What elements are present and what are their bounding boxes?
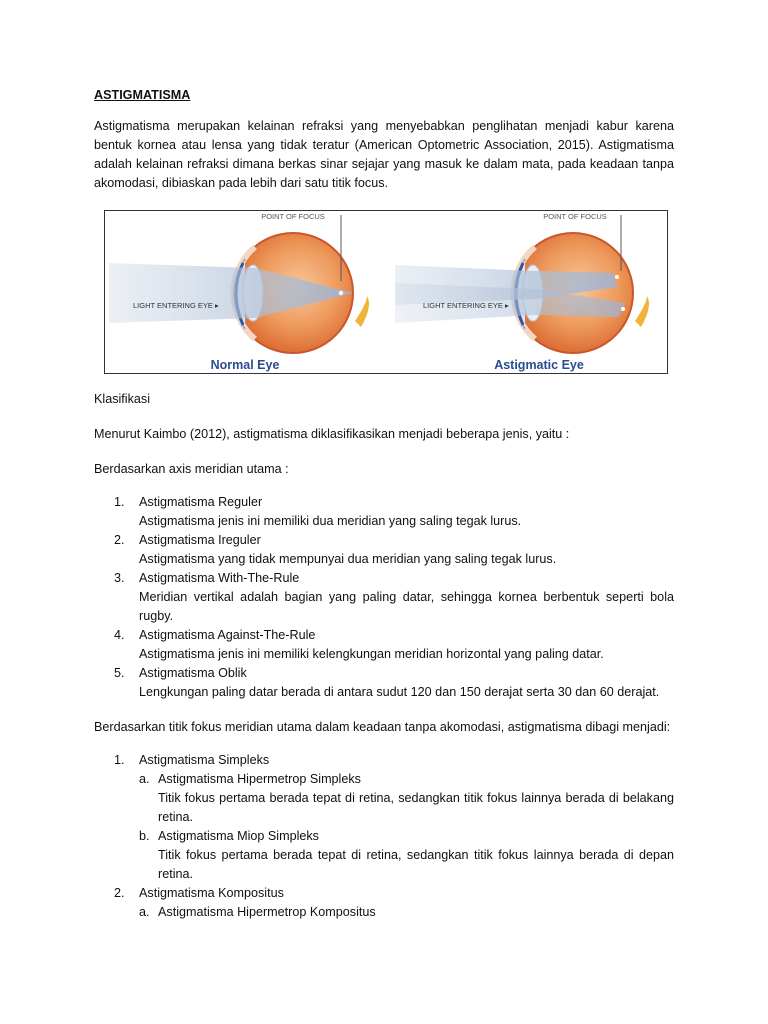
astigmatic-eye-illustration bbox=[395, 215, 649, 353]
list-item-title: Astigmatisma With-The-Rule bbox=[139, 571, 300, 585]
list-item bbox=[94, 493, 674, 531]
sub-list-item-title: Astigmatisma Hipermetrop Simpleks bbox=[158, 772, 361, 786]
astigmatic-eye-caption: Astigmatic Eye bbox=[494, 358, 584, 372]
sub-list-item-title: Astigmatisma Miop Simpleks bbox=[158, 829, 319, 843]
sub-list-item-title: Astigmatisma Hipermetrop Kompositus bbox=[158, 905, 376, 919]
normal-eye-illustration bbox=[109, 215, 369, 353]
focus-list bbox=[94, 751, 674, 922]
sub-list bbox=[139, 770, 674, 884]
page-title: ASTIGMATISMA bbox=[94, 88, 191, 102]
list-item bbox=[94, 531, 674, 569]
list-item-description: Astigmatisma jenis ini memiliki dua meridian yang saling tegak lurus. bbox=[139, 514, 522, 528]
normal-light-label: LIGHT ENTERING EYE ▸ bbox=[133, 301, 219, 310]
list-item bbox=[94, 884, 674, 922]
list-number: 1. bbox=[114, 753, 125, 767]
list-item-title: Astigmatisma Simpleks bbox=[139, 753, 270, 767]
axis-list bbox=[94, 493, 674, 702]
classification-heading: Klasifikasi bbox=[94, 392, 150, 406]
axis-heading: Berdasarkan axis meridian utama : bbox=[94, 462, 289, 476]
sub-list-letter: a. bbox=[139, 772, 150, 786]
list-item-description: Astigmatisma jenis ini memiliki kelengkungan meridian horizontal yang paling datar. bbox=[139, 647, 604, 661]
list-number: 1. bbox=[114, 495, 125, 509]
list-item-description: Lengkungan paling datar berada di antara sudut 120 dan 150 derajat serta 30 dan 60 derajat. bbox=[139, 685, 660, 699]
list-number: 2. bbox=[114, 533, 125, 547]
sub-list-item bbox=[139, 903, 674, 922]
list-item-title: Astigmatisma Against-The-Rule bbox=[139, 628, 316, 642]
classification-intro: Menurut Kaimbo (2012), astigmatisma diklasifikasikan menjadi beberapa jenis, yaitu : bbox=[94, 427, 570, 441]
list-item-description: Meridian vertikal adalah bagian yang paling datar, sehingga kornea berbentuk seperti bola rugby. bbox=[139, 590, 674, 623]
sub-list-letter: a. bbox=[139, 905, 150, 919]
list-item-description: Astigmatisma yang tidak mempunyai dua meridian yang saling tegak lurus. bbox=[139, 552, 557, 566]
document-page bbox=[94, 86, 674, 922]
astigmatic-light-label: LIGHT ENTERING EYE ▸ bbox=[423, 301, 509, 310]
list-number: 4. bbox=[114, 628, 125, 642]
sub-list bbox=[139, 903, 674, 922]
list-number: 5. bbox=[114, 666, 125, 680]
sub-list-item-description: Titik fokus pertama berada tepat di retina, sedangkan titik fokus lainnya berada di belakang retina. bbox=[158, 791, 674, 824]
list-item-title: Astigmatisma Kompositus bbox=[139, 886, 284, 900]
list-item bbox=[94, 664, 674, 702]
list-item-title: Astigmatisma Reguler bbox=[139, 495, 263, 509]
normal-focus-label: POINT OF FOCUS bbox=[261, 212, 325, 221]
sub-list-item-description: Titik fokus pertama berada tepat di retina, sedangkan titik fokus lainnya berada di depan retina. bbox=[158, 848, 674, 881]
list-item bbox=[94, 569, 674, 626]
eye-diagram bbox=[105, 211, 667, 373]
list-number: 3. bbox=[114, 571, 125, 585]
list-item-title: Astigmatisma Oblik bbox=[139, 666, 247, 680]
eye-diagram-figure bbox=[104, 210, 668, 374]
sub-list-item bbox=[139, 770, 674, 827]
list-item bbox=[94, 626, 674, 664]
astigmatic-focus-label: POINT OF FOCUS bbox=[543, 212, 607, 221]
sub-list-letter: b. bbox=[139, 829, 150, 843]
focus-heading: Berdasarkan titik fokus meridian utama dalam keadaan tanpa akomodasi, astigmatisma dibagi menjadi: bbox=[94, 720, 671, 734]
normal-eye-caption: Normal Eye bbox=[210, 358, 280, 372]
list-item-title: Astigmatisma Ireguler bbox=[139, 533, 261, 547]
list-number: 2. bbox=[114, 886, 125, 900]
intro-paragraph: Astigmatisma merupakan kelainan refraksi yang menyebabkan penglihatan menjadi kabur karena bentuk kornea atau lensa yang tidak teratur (American Optometric Association, 2015). Astigmatisma adalah kelainan refraksi dimana berkas sinar sejajar yang masuk ke dalam mata, pada keadaan tanpa akomodasi, dibiaskan pada lebih dari satu titik focus. bbox=[94, 119, 674, 190]
list-item bbox=[94, 751, 674, 884]
sub-list-item bbox=[139, 827, 674, 884]
